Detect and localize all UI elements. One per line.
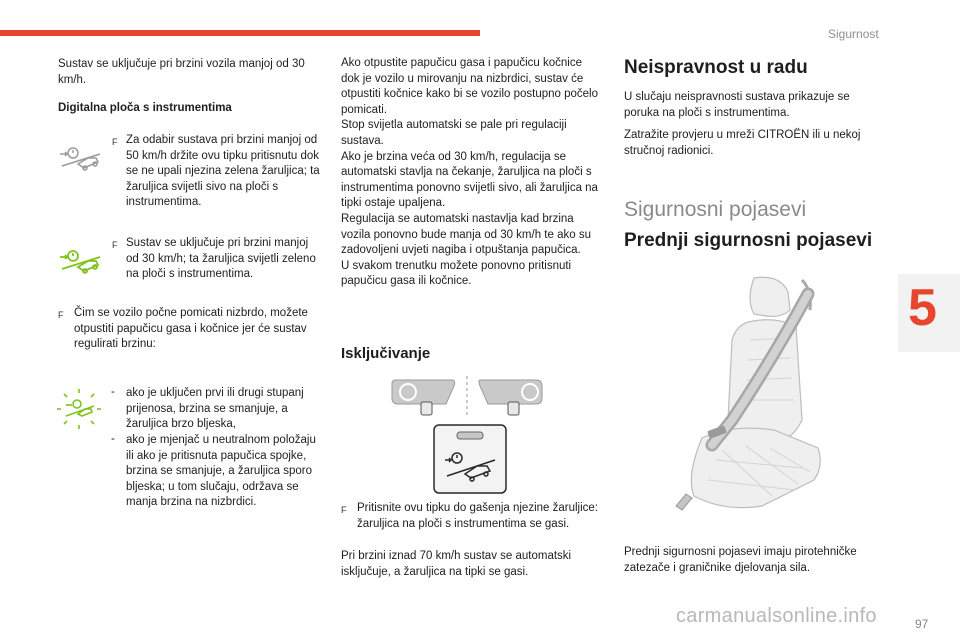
hill-descent-button-icon (433, 424, 507, 494)
chapter-number: 5 (908, 279, 937, 337)
off-note: Pri brzini iznad 70 km/h sustav se automatski isključuje, a žaruljica na tipki se gasi. (341, 550, 572, 578)
item-system-active: Sustav se uključuje pri brzini manjoj od 30 km/h; ta žaruljica svijetli zeleno na ploči s instrumentima. (126, 237, 316, 281)
front-belts-heading: Prednji sigurnosni pojasevi (624, 230, 873, 251)
item-downhill: Čim se vozilo počne pomicati nizbrdo, možete otpustiti papučicu gasa i kočnice jer će sustav regulirati brzinu: (74, 307, 308, 351)
bullet-mark: F (341, 505, 347, 515)
dash-mark: - (111, 433, 115, 445)
front-seat-belt-illustration (662, 270, 842, 540)
bullet-mark: F (112, 137, 118, 147)
off-heading: Isključivanje (341, 345, 431, 362)
sub-item-neutral: ako je mjenjač u neutralnom položaju ili ako je pritisnuta papučica spojke, brzina se smanjuje, a žaruljica sporo bljeska; u tom slučaju, održava se manja brzina na nizbrdici. (126, 434, 316, 509)
intro-text: Sustav se uključuje pri brzini vozila manjoj od 30 km/h. (58, 58, 305, 86)
hill-descent-grey-icon (58, 144, 104, 174)
watermark: carmanualsonline.info (676, 605, 877, 627)
sub-item-gear: ako je uključen prvi ili drugi stupanj prijenosa, brzina se smanjuje, a žaruljica brzo bljeska, (126, 387, 304, 431)
off-item: Pritisnite ovu tipku do gašenja njezine žaruljice: žaruljica na ploči s instrumentima se gasi. (357, 502, 598, 530)
hand-brake-pedal-icon (388, 374, 548, 418)
top-accent-bar (0, 30, 480, 36)
regulation-paragraph: Ako otpustite papučicu gasa i papučicu kočnice dok je vozilo u mirovanju na nizbrdici, sustav će otpustiti kočnice kako bi se vozilo postupno počelo pomicati. Stop svijetla automatski se pale pri regulaciji sustava. Ako je brzina veća od 30 km/h, regulacija se automatski stavlja na čekanje, žaruljica na ploči s instrumentima ponovno svijetli sivo, ali žaruljica na tipki ostaje upaljena. Regulacija se automatski nastavlja kad brzina vozila ponovno bude manja od 30 km/h te ako su zadovoljeni uvjeti nagiba i otpuštanja papučica. U svakom trenutku možete ponovno pritisnuti papučicu gasa ili kočnice. (341, 57, 598, 288)
hill-descent-blinking-icon (56, 388, 102, 430)
bullet-mark: F (112, 240, 118, 250)
belts-title: Sigurnosni pojasevi (624, 198, 807, 221)
fault-paragraph-1: U slučaju neispravnosti sustava prikazuje se poruka na ploči s instrumentima. (624, 91, 850, 119)
section-title: Sigurnost (828, 27, 879, 41)
hill-descent-green-icon (58, 247, 104, 277)
bullet-mark: F (58, 310, 64, 320)
belts-caption: Prednji sigurnosni pojasevi imaju pirotehničke zatezače i graničnike djelovanja sila. (624, 546, 857, 574)
fault-paragraph-2: Zatražite provjeru u mreži CITROËN ili u nekoj stručnoj radionici. (624, 129, 861, 157)
fault-heading: Neispravnost u radu (624, 57, 808, 78)
dash-mark: - (111, 386, 115, 398)
item-select-system: Za odabir sustava pri brzini manjoj od 50 km/h držite ovu tipku pritisnutu dok se ne upali njezina zelena žaruljica; ta žaruljica svijetli sivo na ploči s instrumentima. (126, 134, 320, 209)
panel-heading: Digitalna ploča s instrumentima (58, 102, 232, 114)
page-number: 97 (915, 617, 929, 631)
